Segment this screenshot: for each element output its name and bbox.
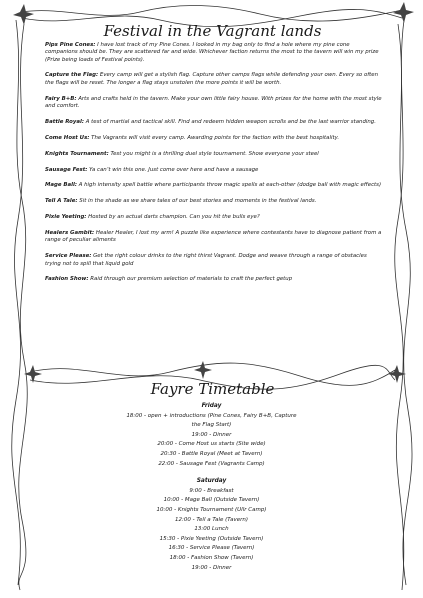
- schedule-line: 12:00 - Tell a Tale (Tavern): [175, 516, 248, 523]
- event-item: [45, 214, 382, 221]
- event-description: Healer Healer, I lost my arm! A puzzle like experience where contestants have to diagnose patient from a range of peculiar aliments: [45, 230, 382, 244]
- event-name: Come Host Us:: [45, 134, 90, 141]
- event-name: Tell A Tale:: [45, 198, 78, 205]
- schedule-line: the Flag Start): [191, 422, 232, 429]
- event-item: [45, 253, 382, 268]
- event-item: [45, 230, 382, 245]
- event-name: Pips Pine Cones:: [45, 42, 96, 48]
- schedule-line: 9:00 - Breakfast: [189, 487, 234, 494]
- event-name: Service Please:: [45, 253, 92, 260]
- event-name: Capture the Flag:: [45, 72, 99, 79]
- event-item: [45, 198, 382, 205]
- event-name: Sausage Fest:: [45, 166, 88, 173]
- schedule-line: 13:00 Lunch: [194, 526, 229, 533]
- schedule-line: 19:00 - Dinner: [191, 431, 232, 438]
- event-description: The Vagrants will visit every camp. Awarding points for the faction with the best hospitality.: [89, 134, 340, 141]
- schedule-line: 10:00 - Mage Ball (Outside Tavern): [163, 497, 260, 504]
- event-item: [45, 42, 382, 64]
- event-item: [45, 276, 382, 283]
- schedule-line: 16:30 - Service Please (Tavern): [168, 545, 255, 552]
- event-name: Fairy B+B:: [45, 95, 77, 102]
- event-description: A test of martial and tactical skill. Find and redeem hidden weapon scrolls and be the last warrior standing.: [84, 118, 376, 125]
- event-item: [45, 182, 382, 189]
- timetable: [60, 402, 363, 573]
- schedule-line: 10:00 - Knights Tournament (Ullr Camp): [156, 506, 267, 513]
- schedule-line: 22:00 - Sausage Fest (Vagrants Camp): [158, 460, 265, 467]
- event-name: Mage Ball:: [45, 182, 77, 189]
- event-description: Test you might is a thrilling duel style tournament. Show everyone your steel: [108, 150, 319, 157]
- page-title: Festival in the Vagrant lands: [103, 22, 322, 40]
- schedule-line: 15:30 - Pixie Yeeting (Outside Tavern): [159, 535, 264, 542]
- timetable-title: Fayre Timetable: [150, 380, 275, 398]
- event-name: Healers Gambit:: [45, 230, 95, 237]
- event-description: Get the right colour drinks to the right thirst Vagrant. Dodge and weave through a range of obstacles trying not to spill that liquid gold: [45, 253, 367, 267]
- schedule-line: 18:00 - open + introductions (Pine Cones, Fairy B+B, Capture: [126, 412, 297, 419]
- event-name: Battle Royal:: [45, 118, 85, 125]
- events-list: [45, 42, 382, 292]
- event-description: I have lost track of my Pine Cones. I looked in my bag only to find a hole where my pine cone companions should be. They are scattered far and wide. Whichever faction returns the most to the tavern will win my prize (Prize being loads of Festival points).: [45, 42, 379, 63]
- event-description: Hosted by an actual darts champion. Can you hit the bulls eye?: [86, 214, 260, 221]
- event-item: [45, 96, 382, 111]
- event-description: A high intensity spell battle where participants throw magic spells at each-other (dodge ball with magic effects): [77, 182, 382, 189]
- event-name: Knights Tournament:: [45, 150, 109, 157]
- schedule-line: 20:30 - Battle Royal (Meet at Tavern): [160, 450, 263, 457]
- event-name: Pixie Yeeting:: [45, 214, 87, 221]
- event-description: Ya can’t win this one. Just come over here and have a sausage: [87, 166, 259, 173]
- day-heading-saturday: Saturday: [196, 478, 227, 485]
- schedule-line: 20:00 - Come Host us starts (Site wide): [157, 441, 266, 448]
- schedule-line: 18:00 - Fashion Show (Tavern): [169, 554, 254, 561]
- event-item: [45, 135, 382, 142]
- event-description: Raid through our premium selection of materials to craft the perfect getup: [88, 276, 293, 283]
- event-item: [45, 151, 382, 158]
- event-description: Sit in the shade as we share tales of our best stories and moments in the festival lands.: [77, 198, 317, 205]
- event-item: [45, 72, 382, 87]
- schedule-line: 19:00 - Dinner: [191, 564, 232, 571]
- event-item: [45, 119, 382, 126]
- event-description: Every camp will get a stylish flag. Capture other camps flags while defending your own. Every so often the flags will be reset. The longer a flag stays unstolen the more points it will be worth.: [45, 72, 378, 86]
- event-name: Fashion Show:: [45, 276, 89, 283]
- event-description: Arts and crafts held in the tavern. Make your own little fairy house. With prizes for the home with the most style and comfort.: [45, 95, 382, 109]
- event-item: [45, 167, 382, 174]
- day-heading-friday: Friday: [201, 403, 222, 409]
